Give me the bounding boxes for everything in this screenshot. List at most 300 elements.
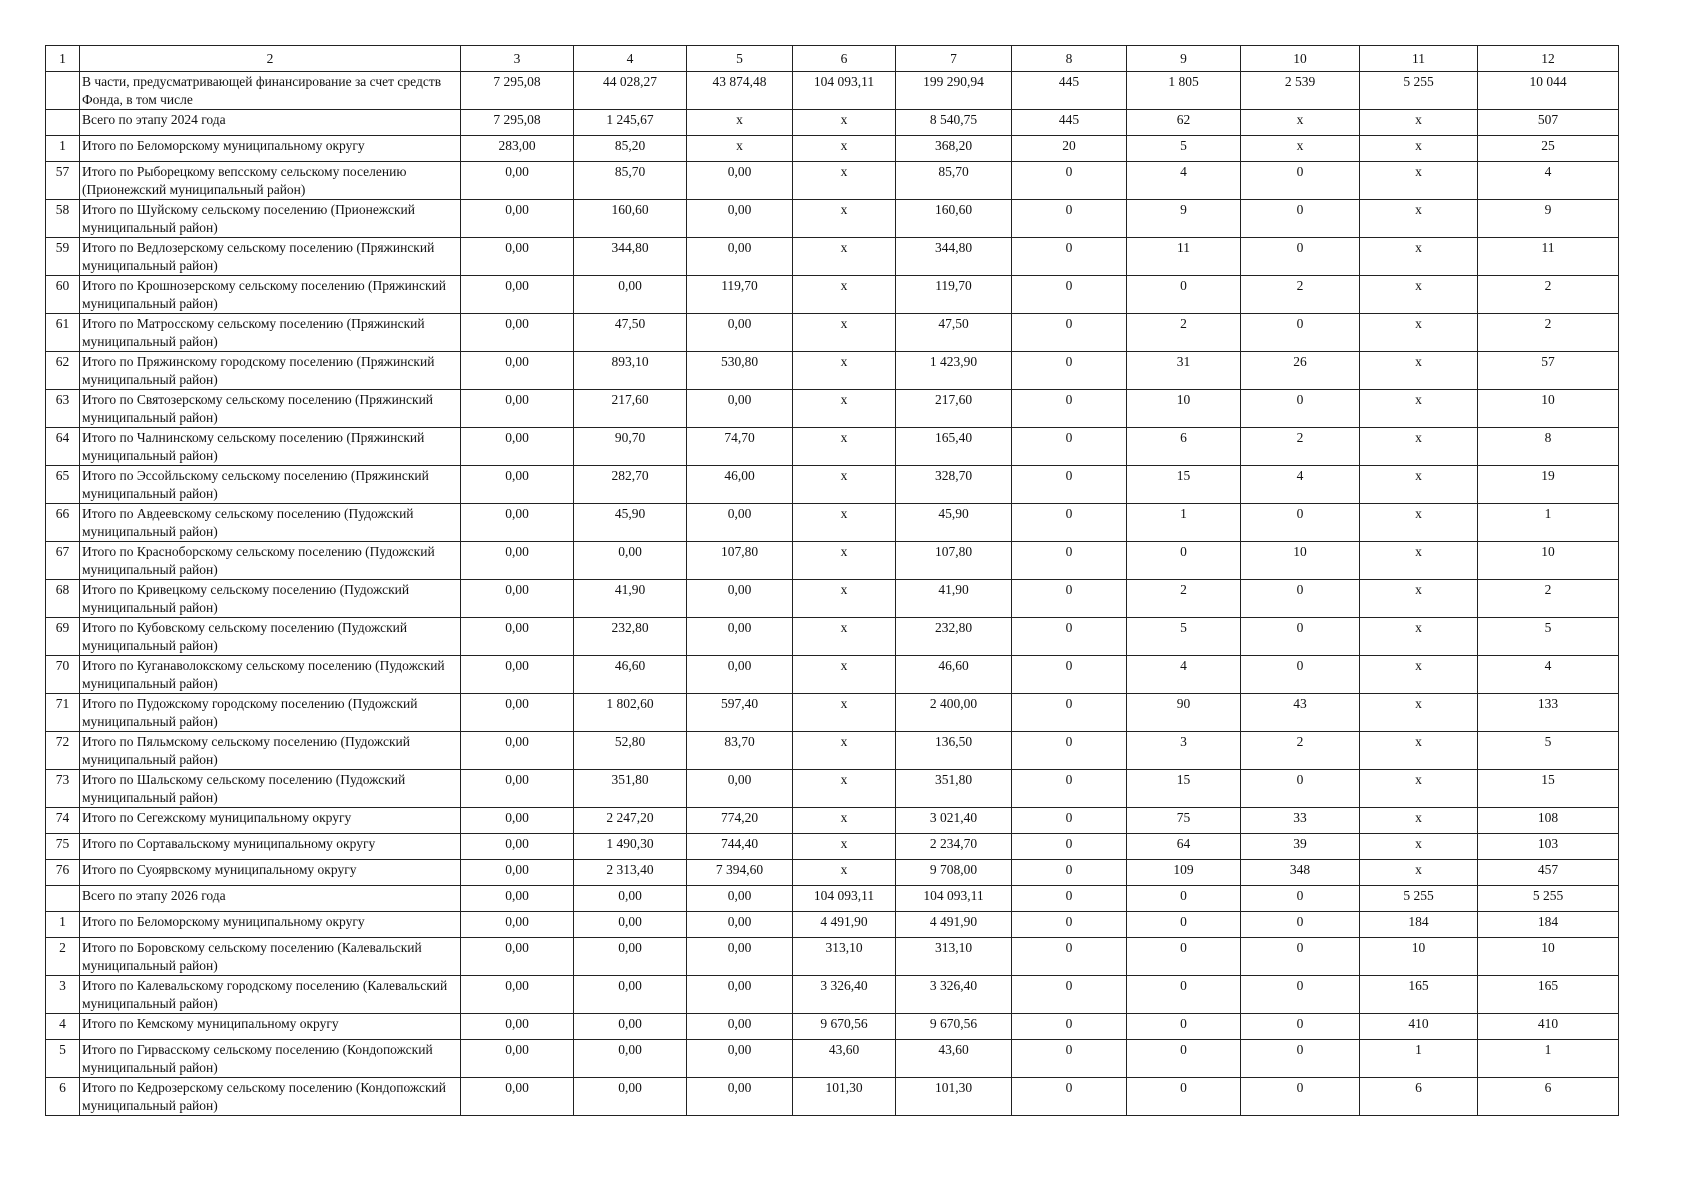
value-cell: х bbox=[1360, 694, 1478, 732]
row-number-cell: 72 bbox=[46, 732, 80, 770]
value-cell: 2 bbox=[1478, 580, 1619, 618]
value-cell: х bbox=[687, 136, 793, 162]
value-cell: 160,60 bbox=[574, 200, 687, 238]
value-cell: 2 400,00 bbox=[896, 694, 1012, 732]
row-number-cell: 66 bbox=[46, 504, 80, 542]
value-cell: 0,00 bbox=[687, 1014, 793, 1040]
value-cell: 74,70 bbox=[687, 428, 793, 466]
value-cell: 0 bbox=[1012, 390, 1127, 428]
value-cell: 90 bbox=[1127, 694, 1241, 732]
row-number-cell: 69 bbox=[46, 618, 80, 656]
value-cell: 1 bbox=[1127, 504, 1241, 542]
value-cell: 1 423,90 bbox=[896, 352, 1012, 390]
row-number-cell: 73 bbox=[46, 770, 80, 808]
value-cell: 41,90 bbox=[574, 580, 687, 618]
row-number-cell: 5 bbox=[46, 1040, 80, 1078]
value-cell: 0 bbox=[1241, 770, 1360, 808]
table-row bbox=[46, 136, 1619, 162]
value-cell: х bbox=[793, 314, 896, 352]
row-name-cell: Итого по Святозерскому сельскому поселению (Пряжинский муниципальный район) bbox=[80, 390, 461, 428]
value-cell: 2 bbox=[1241, 732, 1360, 770]
table-row bbox=[46, 694, 1619, 732]
value-cell: 0,00 bbox=[461, 390, 574, 428]
row-name-cell: Итого по Суоярвскому муниципальному округу bbox=[80, 860, 461, 886]
row-name-cell: В части, предусматривающей финансирование за счет средств Фонда, в том числе bbox=[80, 72, 461, 110]
row-name-cell: Итого по Матросскому сельскому поселению (Пряжинский муниципальный район) bbox=[80, 314, 461, 352]
value-cell: х bbox=[1360, 834, 1478, 860]
value-cell: 107,80 bbox=[687, 542, 793, 580]
value-cell: 57 bbox=[1478, 352, 1619, 390]
value-cell: 0,00 bbox=[461, 200, 574, 238]
value-cell: 15 bbox=[1478, 770, 1619, 808]
value-cell: 10 bbox=[1127, 390, 1241, 428]
value-cell: 20 bbox=[1012, 136, 1127, 162]
value-cell: 445 bbox=[1012, 110, 1127, 136]
value-cell: 165 bbox=[1360, 976, 1478, 1014]
value-cell: х bbox=[1360, 136, 1478, 162]
value-cell: 3 bbox=[1127, 732, 1241, 770]
row-number-cell: 1 bbox=[46, 912, 80, 938]
table-row bbox=[46, 276, 1619, 314]
table-row bbox=[46, 886, 1619, 912]
column-number-header: 1 bbox=[46, 46, 80, 72]
value-cell: 1 490,30 bbox=[574, 834, 687, 860]
value-cell: 0,00 bbox=[687, 162, 793, 200]
value-cell: 0 bbox=[1012, 580, 1127, 618]
value-cell: 9 bbox=[1478, 200, 1619, 238]
row-name-cell: Итого по Шуйскому сельскому поселению (Прионежский муниципальный район) bbox=[80, 200, 461, 238]
value-cell: 43,60 bbox=[793, 1040, 896, 1078]
value-cell: 0,00 bbox=[687, 886, 793, 912]
value-cell: 0,00 bbox=[687, 200, 793, 238]
value-cell: 0 bbox=[1127, 1040, 1241, 1078]
column-number-header: 9 bbox=[1127, 46, 1241, 72]
value-cell: 43,60 bbox=[896, 1040, 1012, 1078]
value-cell: х bbox=[1360, 466, 1478, 504]
value-cell: 0 bbox=[1012, 1014, 1127, 1040]
value-cell: 893,10 bbox=[574, 352, 687, 390]
row-name-cell: Итого по Красноборскому сельскому поселению (Пудожский муниципальный район) bbox=[80, 542, 461, 580]
table-body bbox=[46, 72, 1619, 1116]
value-cell: 774,20 bbox=[687, 808, 793, 834]
value-cell: 0 bbox=[1241, 1014, 1360, 1040]
row-name-cell: Итого по Крошнозерскому сельскому поселению (Пряжинский муниципальный район) bbox=[80, 276, 461, 314]
value-cell: 4 491,90 bbox=[793, 912, 896, 938]
value-cell: х bbox=[793, 656, 896, 694]
value-cell: 3 326,40 bbox=[793, 976, 896, 1014]
value-cell: 0 bbox=[1012, 732, 1127, 770]
value-cell: 5 bbox=[1127, 136, 1241, 162]
value-cell: 85,70 bbox=[574, 162, 687, 200]
value-cell: 0 bbox=[1012, 886, 1127, 912]
row-name-cell: Итого по Эссойльскому сельскому поселению (Пряжинский муниципальный район) bbox=[80, 466, 461, 504]
row-name-cell: Итого по Пяльмскому сельскому поселению (Пудожский муниципальный район) bbox=[80, 732, 461, 770]
value-cell: 184 bbox=[1478, 912, 1619, 938]
column-number-header: 3 bbox=[461, 46, 574, 72]
value-cell: 0 bbox=[1127, 1014, 1241, 1040]
value-cell: 33 bbox=[1241, 808, 1360, 834]
value-cell: 46,60 bbox=[896, 656, 1012, 694]
table-row bbox=[46, 72, 1619, 110]
value-cell: 0,00 bbox=[574, 1040, 687, 1078]
value-cell: 0 bbox=[1012, 200, 1127, 238]
value-cell: 0,00 bbox=[461, 276, 574, 314]
value-cell: 217,60 bbox=[896, 390, 1012, 428]
value-cell: 104 093,11 bbox=[793, 72, 896, 110]
value-cell: 0 bbox=[1241, 1040, 1360, 1078]
row-number-cell: 64 bbox=[46, 428, 80, 466]
table-row bbox=[46, 912, 1619, 938]
value-cell: 0 bbox=[1012, 276, 1127, 314]
value-cell: х bbox=[1360, 162, 1478, 200]
value-cell: х bbox=[793, 200, 896, 238]
row-name-cell: Итого по Куганаволокскому сельскому поселению (Пудожский муниципальный район) bbox=[80, 656, 461, 694]
table-row bbox=[46, 1014, 1619, 1040]
value-cell: х bbox=[1360, 656, 1478, 694]
value-cell: 0 bbox=[1127, 886, 1241, 912]
row-number-cell: 1 bbox=[46, 136, 80, 162]
value-cell: 26 bbox=[1241, 352, 1360, 390]
value-cell: 351,80 bbox=[896, 770, 1012, 808]
value-cell: 5 bbox=[1127, 618, 1241, 656]
value-cell: 6 bbox=[1127, 428, 1241, 466]
value-cell: 597,40 bbox=[687, 694, 793, 732]
value-cell: 10 bbox=[1478, 390, 1619, 428]
value-cell: 109 bbox=[1127, 860, 1241, 886]
value-cell: х bbox=[793, 390, 896, 428]
column-number-header: 8 bbox=[1012, 46, 1127, 72]
row-number-cell: 2 bbox=[46, 938, 80, 976]
value-cell: 0 bbox=[1241, 938, 1360, 976]
value-cell: 0 bbox=[1241, 886, 1360, 912]
value-cell: 0,00 bbox=[461, 912, 574, 938]
value-cell: 0,00 bbox=[687, 1078, 793, 1116]
value-cell: 0 bbox=[1012, 834, 1127, 860]
value-cell: 47,50 bbox=[574, 314, 687, 352]
value-cell: 43 874,48 bbox=[687, 72, 793, 110]
column-number-header: 10 bbox=[1241, 46, 1360, 72]
value-cell: 0,00 bbox=[687, 912, 793, 938]
row-name-cell: Итого по Рыборецкому вепсскому сельскому поселению (Прионежский муниципальный район) bbox=[80, 162, 461, 200]
value-cell: 4 bbox=[1127, 656, 1241, 694]
value-cell: х bbox=[793, 504, 896, 542]
value-cell: 101,30 bbox=[896, 1078, 1012, 1116]
value-cell: 0,00 bbox=[461, 1014, 574, 1040]
value-cell: 165,40 bbox=[896, 428, 1012, 466]
value-cell: 2 bbox=[1241, 428, 1360, 466]
value-cell: 11 bbox=[1478, 238, 1619, 276]
value-cell: 0 bbox=[1127, 912, 1241, 938]
value-cell: 0 bbox=[1241, 912, 1360, 938]
value-cell: 0,00 bbox=[461, 834, 574, 860]
value-cell: 0 bbox=[1241, 1078, 1360, 1116]
row-number-cell: 71 bbox=[46, 694, 80, 732]
value-cell: 44 028,27 bbox=[574, 72, 687, 110]
value-cell: 136,50 bbox=[896, 732, 1012, 770]
value-cell: 0 bbox=[1127, 1078, 1241, 1116]
value-cell: 85,70 bbox=[896, 162, 1012, 200]
row-name-cell: Итого по Шальскому сельскому поселению (Пудожский муниципальный район) bbox=[80, 770, 461, 808]
value-cell: 2 bbox=[1478, 314, 1619, 352]
value-cell: 90,70 bbox=[574, 428, 687, 466]
row-name-cell: Итого по Пряжинскому городскому поселению (Пряжинский муниципальный район) bbox=[80, 352, 461, 390]
value-cell: х bbox=[793, 580, 896, 618]
document-sheet bbox=[45, 45, 1618, 1116]
table-row bbox=[46, 542, 1619, 580]
value-cell: 0,00 bbox=[461, 238, 574, 276]
value-cell: 0 bbox=[1241, 238, 1360, 276]
column-number-header: 4 bbox=[574, 46, 687, 72]
row-number-cell: 70 bbox=[46, 656, 80, 694]
value-cell: 283,00 bbox=[461, 136, 574, 162]
value-cell: 0,00 bbox=[574, 976, 687, 1014]
table-row bbox=[46, 162, 1619, 200]
value-cell: 2 539 bbox=[1241, 72, 1360, 110]
value-cell: 0,00 bbox=[461, 860, 574, 886]
value-cell: 313,10 bbox=[793, 938, 896, 976]
row-number-cell bbox=[46, 886, 80, 912]
table-row bbox=[46, 504, 1619, 542]
value-cell: х bbox=[1360, 276, 1478, 314]
table-row bbox=[46, 732, 1619, 770]
value-cell: 45,90 bbox=[574, 504, 687, 542]
value-cell: х bbox=[1360, 542, 1478, 580]
value-cell: 8 540,75 bbox=[896, 110, 1012, 136]
value-cell: 0 bbox=[1241, 618, 1360, 656]
table-row bbox=[46, 860, 1619, 886]
row-name-cell: Всего по этапу 2024 года bbox=[80, 110, 461, 136]
value-cell: 1 245,67 bbox=[574, 110, 687, 136]
value-cell: 101,30 bbox=[793, 1078, 896, 1116]
report-table bbox=[45, 45, 1619, 1116]
value-cell: 0,00 bbox=[461, 504, 574, 542]
row-name-cell: Итого по Ведлозерскому сельскому поселению (Пряжинский муниципальный район) bbox=[80, 238, 461, 276]
table-row bbox=[46, 390, 1619, 428]
value-cell: х bbox=[793, 110, 896, 136]
value-cell: 0,00 bbox=[461, 162, 574, 200]
value-cell: 160,60 bbox=[896, 200, 1012, 238]
value-cell: 5 255 bbox=[1478, 886, 1619, 912]
table-row bbox=[46, 352, 1619, 390]
value-cell: 15 bbox=[1127, 770, 1241, 808]
value-cell: 445 bbox=[1012, 72, 1127, 110]
value-cell: 41,90 bbox=[896, 580, 1012, 618]
value-cell: х bbox=[1360, 314, 1478, 352]
value-cell: 0,00 bbox=[461, 542, 574, 580]
value-cell: 0 bbox=[1127, 276, 1241, 314]
value-cell: 5 255 bbox=[1360, 72, 1478, 110]
value-cell: 0,00 bbox=[461, 694, 574, 732]
row-number-cell: 62 bbox=[46, 352, 80, 390]
value-cell: 0,00 bbox=[687, 390, 793, 428]
table-row bbox=[46, 110, 1619, 136]
value-cell: 9 bbox=[1127, 200, 1241, 238]
value-cell: 0,00 bbox=[687, 1040, 793, 1078]
value-cell: 368,20 bbox=[896, 136, 1012, 162]
value-cell: 10 bbox=[1478, 542, 1619, 580]
value-cell: 0 bbox=[1127, 976, 1241, 1014]
value-cell: 744,40 bbox=[687, 834, 793, 860]
value-cell: 344,80 bbox=[896, 238, 1012, 276]
value-cell: х bbox=[793, 162, 896, 200]
value-cell: 0,00 bbox=[687, 938, 793, 976]
row-name-cell: Итого по Калевальскому городскому поселению (Калевальский муниципальный район) bbox=[80, 976, 461, 1014]
value-cell: 4 bbox=[1241, 466, 1360, 504]
value-cell: х bbox=[1360, 504, 1478, 542]
value-cell: 52,80 bbox=[574, 732, 687, 770]
value-cell: 7 295,08 bbox=[461, 72, 574, 110]
value-cell: 9 670,56 bbox=[896, 1014, 1012, 1040]
table-row bbox=[46, 1040, 1619, 1078]
row-name-cell: Итого по Сегежскому муниципальному округу bbox=[80, 808, 461, 834]
value-cell: 0,00 bbox=[687, 618, 793, 656]
value-cell: 344,80 bbox=[574, 238, 687, 276]
value-cell: 0 bbox=[1012, 618, 1127, 656]
value-cell: х bbox=[1360, 390, 1478, 428]
value-cell: 104 093,11 bbox=[896, 886, 1012, 912]
value-cell: 6 bbox=[1478, 1078, 1619, 1116]
value-cell: 232,80 bbox=[574, 618, 687, 656]
row-name-cell: Итого по Беломорскому муниципальному округу bbox=[80, 912, 461, 938]
value-cell: 0,00 bbox=[461, 314, 574, 352]
row-name-cell: Итого по Чалнинскому сельскому поселению (Пряжинский муниципальный район) bbox=[80, 428, 461, 466]
value-cell: х bbox=[1360, 110, 1478, 136]
value-cell: 10 bbox=[1360, 938, 1478, 976]
value-cell: х bbox=[687, 110, 793, 136]
table-row bbox=[46, 466, 1619, 504]
row-name-cell: Итого по Гирвасскому сельскому поселению (Кондопожский муниципальный район) bbox=[80, 1040, 461, 1078]
value-cell: 0,00 bbox=[687, 656, 793, 694]
value-cell: 0,00 bbox=[461, 976, 574, 1014]
value-cell: 10 bbox=[1241, 542, 1360, 580]
value-cell: 0,00 bbox=[574, 276, 687, 314]
value-cell: 85,20 bbox=[574, 136, 687, 162]
value-cell: 0 bbox=[1241, 580, 1360, 618]
value-cell: 11 bbox=[1127, 238, 1241, 276]
value-cell: 43 bbox=[1241, 694, 1360, 732]
value-cell: 328,70 bbox=[896, 466, 1012, 504]
row-number-cell: 3 bbox=[46, 976, 80, 1014]
value-cell: 0 bbox=[1012, 860, 1127, 886]
value-cell: 0,00 bbox=[461, 618, 574, 656]
row-number-cell: 75 bbox=[46, 834, 80, 860]
value-cell: х bbox=[1360, 808, 1478, 834]
value-cell: 0 bbox=[1241, 390, 1360, 428]
value-cell: х bbox=[1360, 352, 1478, 390]
value-cell: 5 bbox=[1478, 732, 1619, 770]
value-cell: 0 bbox=[1012, 466, 1127, 504]
value-cell: х bbox=[793, 276, 896, 314]
value-cell: 2 247,20 bbox=[574, 808, 687, 834]
value-cell: 64 bbox=[1127, 834, 1241, 860]
value-cell: 0,00 bbox=[461, 352, 574, 390]
value-cell: 0 bbox=[1012, 976, 1127, 1014]
value-cell: 0 bbox=[1241, 162, 1360, 200]
value-cell: 0,00 bbox=[574, 1014, 687, 1040]
row-number-cell: 74 bbox=[46, 808, 80, 834]
value-cell: 184 bbox=[1360, 912, 1478, 938]
value-cell: 4 491,90 bbox=[896, 912, 1012, 938]
value-cell: 0,00 bbox=[574, 912, 687, 938]
value-cell: х bbox=[793, 618, 896, 656]
value-cell: 0 bbox=[1012, 912, 1127, 938]
value-cell: 410 bbox=[1478, 1014, 1619, 1040]
row-number-cell: 58 bbox=[46, 200, 80, 238]
value-cell: 10 044 bbox=[1478, 72, 1619, 110]
value-cell: 282,70 bbox=[574, 466, 687, 504]
value-cell: 0 bbox=[1241, 314, 1360, 352]
value-cell: 5 bbox=[1478, 618, 1619, 656]
value-cell: 217,60 bbox=[574, 390, 687, 428]
value-cell: 83,70 bbox=[687, 732, 793, 770]
value-cell: 507 bbox=[1478, 110, 1619, 136]
value-cell: 0 bbox=[1012, 770, 1127, 808]
value-cell: х bbox=[793, 694, 896, 732]
value-cell: 1 802,60 bbox=[574, 694, 687, 732]
value-cell: 0 bbox=[1012, 1078, 1127, 1116]
value-cell: 2 bbox=[1127, 580, 1241, 618]
row-name-cell: Итого по Беломорскому муниципальному округу bbox=[80, 136, 461, 162]
value-cell: 165 bbox=[1478, 976, 1619, 1014]
value-cell: 0 bbox=[1012, 938, 1127, 976]
row-name-cell: Итого по Кривецкому сельскому поселению (Пудожский муниципальный район) bbox=[80, 580, 461, 618]
value-cell: 15 bbox=[1127, 466, 1241, 504]
value-cell: 2 313,40 bbox=[574, 860, 687, 886]
column-number-header: 7 bbox=[896, 46, 1012, 72]
value-cell: 0 bbox=[1012, 428, 1127, 466]
value-cell: 0 bbox=[1012, 694, 1127, 732]
value-cell: 4 bbox=[1478, 656, 1619, 694]
value-cell: 232,80 bbox=[896, 618, 1012, 656]
value-cell: х bbox=[1360, 860, 1478, 886]
table-row bbox=[46, 618, 1619, 656]
value-cell: 0,00 bbox=[461, 1078, 574, 1116]
value-cell: 46,00 bbox=[687, 466, 793, 504]
value-cell: 199 290,94 bbox=[896, 72, 1012, 110]
table-row bbox=[46, 770, 1619, 808]
value-cell: 19 bbox=[1478, 466, 1619, 504]
value-cell: 0,00 bbox=[687, 504, 793, 542]
value-cell: 457 bbox=[1478, 860, 1619, 886]
value-cell: 313,10 bbox=[896, 938, 1012, 976]
value-cell: 0 bbox=[1012, 542, 1127, 580]
value-cell: х bbox=[1360, 618, 1478, 656]
value-cell: х bbox=[793, 732, 896, 770]
value-cell: 1 bbox=[1478, 1040, 1619, 1078]
value-cell: х bbox=[1360, 770, 1478, 808]
value-cell: х bbox=[1360, 200, 1478, 238]
value-cell: 0 bbox=[1012, 352, 1127, 390]
value-cell: 1 bbox=[1478, 504, 1619, 542]
row-number-cell: 61 bbox=[46, 314, 80, 352]
value-cell: 2 bbox=[1478, 276, 1619, 314]
row-number-cell: 4 bbox=[46, 1014, 80, 1040]
value-cell: х bbox=[793, 352, 896, 390]
table-row bbox=[46, 1078, 1619, 1116]
row-number-cell: 63 bbox=[46, 390, 80, 428]
value-cell: 0,00 bbox=[574, 938, 687, 976]
value-cell: 0 bbox=[1012, 656, 1127, 694]
value-cell: х bbox=[1241, 110, 1360, 136]
value-cell: 0 bbox=[1012, 162, 1127, 200]
value-cell: 45,90 bbox=[896, 504, 1012, 542]
value-cell: 75 bbox=[1127, 808, 1241, 834]
value-cell: 39 bbox=[1241, 834, 1360, 860]
row-name-cell: Итого по Боровскому сельскому поселению (Калевальский муниципальный район) bbox=[80, 938, 461, 976]
value-cell: 2 bbox=[1241, 276, 1360, 314]
value-cell: 25 bbox=[1478, 136, 1619, 162]
table-row bbox=[46, 976, 1619, 1014]
